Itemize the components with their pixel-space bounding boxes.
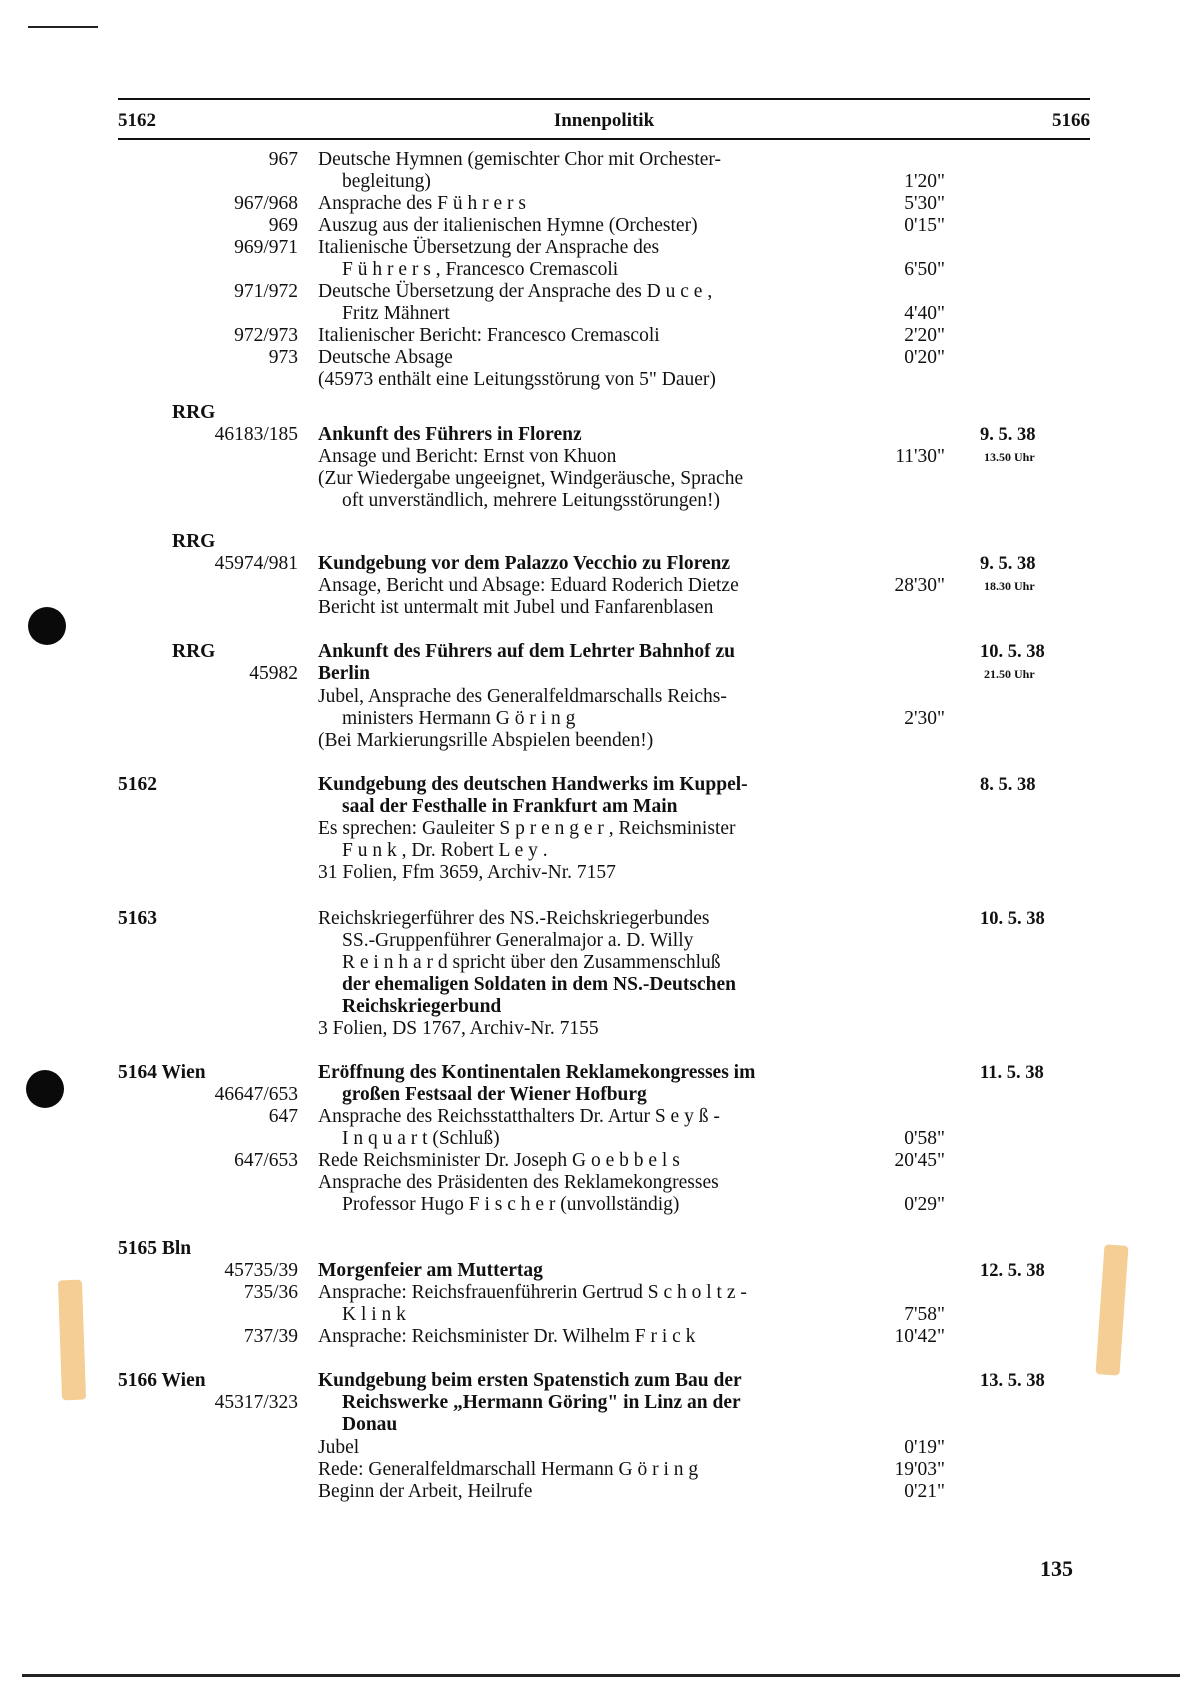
broadcast-date: 10. 5. 38 xyxy=(980,909,1045,929)
entry-text: R e i n h a r d spricht über den Zusammenschluß xyxy=(342,952,721,973)
entry-title: Kundgebung des deutschen Handwerks im Kuppel- xyxy=(318,774,748,795)
duration: 0'21" xyxy=(904,1481,945,1502)
entry-text: Ansprache des Reichsstatthalters Dr. Artur S e y ß - xyxy=(318,1106,720,1127)
record-code: 969 xyxy=(268,215,298,236)
entry-text: Italienische Übersetzung der Ansprache des xyxy=(318,237,660,258)
record-code: 967 xyxy=(268,149,298,170)
entry-text: Rede: Generalfeldmarschall Hermann G ö r i n g xyxy=(318,1459,699,1480)
entry-number: 5163 xyxy=(118,908,157,929)
entry-title: Berlin xyxy=(318,663,370,684)
record-code: 46183/185 xyxy=(214,424,298,445)
entry-text: Reichskriegerführer des NS.-Reichskriegerbundes xyxy=(318,908,710,929)
entry-text: Ansprache: Reichsminister Dr. Wilhelm F r i c k xyxy=(318,1326,696,1347)
entry-number: RRG xyxy=(172,402,216,423)
entry-text: Ansprache: Reichsfrauenführerin Gertrud S c h o l t z - xyxy=(318,1282,747,1303)
entry-title: Reichskriegerbund xyxy=(342,996,502,1017)
entry-text: Es sprechen: Gauleiter S p r e n g e r , Reichsminister xyxy=(318,818,736,839)
entry-text: (45973 enthält eine Leitungsstörung von 5" Dauer) xyxy=(318,369,716,390)
broadcast-date: 10. 5. 38 xyxy=(980,642,1045,662)
record-code: 46647/653 xyxy=(214,1084,298,1105)
duration: 0'29" xyxy=(904,1194,945,1215)
entry-text: Fritz Mähnert xyxy=(342,303,450,324)
broadcast-time: 21.50 Uhr xyxy=(984,667,1035,681)
entry-text: I n q u a r t (Schluß) xyxy=(342,1128,500,1149)
entry-text: 3 Folien, DS 1767, Archiv-Nr. 7155 xyxy=(318,1018,599,1039)
record-code: 972/973 xyxy=(234,325,298,346)
duration: 0'19" xyxy=(904,1437,945,1458)
duration: 1'20" xyxy=(904,171,945,192)
duration: 0'20" xyxy=(904,347,945,368)
broadcast-date: 8. 5. 38 xyxy=(980,775,1036,795)
broadcast-time: 18.30 Uhr xyxy=(984,579,1035,593)
record-code: 45735/39 xyxy=(224,1260,298,1281)
duration: 6'50" xyxy=(904,259,945,280)
entry-number: 5164 Wien xyxy=(118,1062,206,1083)
record-code: 45974/981 xyxy=(214,553,298,574)
entry-text: Jubel xyxy=(318,1437,360,1458)
entry-title: Kundgebung vor dem Palazzo Vecchio zu Florenz xyxy=(318,553,731,574)
duration: 20'45" xyxy=(894,1150,945,1171)
entry-text: Deutsche Absage xyxy=(318,347,453,368)
duration: 4'40" xyxy=(904,303,945,324)
entry-text: (Zur Wiedergabe ungeeignet, Windgeräusche, Sprache xyxy=(318,468,744,489)
entry-text: K l i n k xyxy=(342,1304,406,1325)
record-code: 969/971 xyxy=(234,237,298,258)
entry-text: F ü h r e r s , Francesco Cremascoli xyxy=(342,259,619,280)
duration: 2'20" xyxy=(904,325,945,346)
header-first-number: 5162 xyxy=(118,110,156,131)
entry-title: Morgenfeier am Muttertag xyxy=(318,1260,543,1281)
entry-title: Reichswerke „Hermann Göring" in Linz an der xyxy=(342,1392,741,1413)
broadcast-date: 12. 5. 38 xyxy=(980,1261,1045,1281)
entry-title: Ankunft des Führers auf dem Lehrter Bahnhof zu xyxy=(318,641,735,662)
broadcast-date: 11. 5. 38 xyxy=(980,1063,1044,1083)
entry-text: Ansprache des Präsidenten des Reklamekongresses xyxy=(318,1172,719,1193)
header-title: Innenpolitik xyxy=(553,110,655,131)
entry-text: F u n k , Dr. Robert L e y . xyxy=(342,840,548,861)
duration: 19'03" xyxy=(894,1459,945,1480)
broadcast-date: 9. 5. 38 xyxy=(980,425,1036,445)
entry-number: 5165 Bln xyxy=(118,1238,192,1259)
entry-text: Rede Reichsminister Dr. Joseph G o e b b e l s xyxy=(318,1150,680,1171)
page-number: 135 xyxy=(1040,1556,1073,1581)
duration: 2'30" xyxy=(904,708,945,729)
record-code: 967/968 xyxy=(234,193,298,214)
entry-title: Ankunft des Führers in Florenz xyxy=(318,424,582,445)
record-code: 737/39 xyxy=(243,1326,298,1347)
entry-number: RRG xyxy=(172,531,216,552)
duration: 5'30" xyxy=(904,193,945,214)
entry-text: ministers Hermann G ö r i n g xyxy=(342,708,576,729)
scan-mark xyxy=(22,1674,1180,1677)
entry-text: oft unverständlich, mehrere Leitungsstörungen!) xyxy=(342,490,720,511)
header-last-number: 5166 xyxy=(1052,110,1090,131)
entry-title: großen Festsaal der Wiener Hofburg xyxy=(342,1084,647,1105)
duration: 0'58" xyxy=(904,1128,945,1149)
entry-number: 5166 Wien xyxy=(118,1370,206,1391)
duration: 7'58" xyxy=(904,1304,945,1325)
entry-number: 5162 xyxy=(118,774,157,795)
entry-text: SS.-Gruppenführer Generalmajor a. D. Willy xyxy=(342,930,694,951)
entry-text: Bericht ist untermalt mit Jubel und Fanfarenblasen xyxy=(318,597,714,618)
entry-text: begleitung) xyxy=(342,171,431,192)
entry-text: Ansprache des F ü h r e r s xyxy=(318,193,526,214)
entry-title: Donau xyxy=(342,1414,398,1435)
duration: 0'15" xyxy=(904,215,945,236)
broadcast-date: 9. 5. 38 xyxy=(980,554,1036,574)
entry-title: Kundgebung beim ersten Spatenstich zum Bau der xyxy=(318,1370,742,1391)
entry-text: Ansage und Bericht: Ernst von Khuon xyxy=(318,446,617,467)
entry-title: Eröffnung des Kontinentalen Reklamekongresses im xyxy=(318,1062,756,1083)
broadcast-date: 13. 5. 38 xyxy=(980,1371,1045,1391)
entry-text: (Bei Markierungsrille Abspielen beenden!) xyxy=(318,730,654,751)
record-code: 973 xyxy=(268,347,298,368)
entry-text: Auszug aus der italienischen Hymne (Orchester) xyxy=(318,215,698,236)
entry-title: saal der Festhalle in Frankfurt am Main xyxy=(342,796,678,817)
entry-title: der ehemaligen Soldaten in dem NS.-Deutschen xyxy=(342,974,736,995)
record-code: 647/653 xyxy=(234,1150,298,1171)
record-code: 45317/323 xyxy=(214,1392,298,1413)
record-code: 45982 xyxy=(249,663,298,684)
duration: 10'42" xyxy=(894,1326,945,1347)
entry-text: Deutsche Hymnen (gemischter Chor mit Orchester- xyxy=(318,149,722,170)
entry-text: Italienischer Bericht: Francesco Cremascoli xyxy=(318,325,660,346)
entry-text: Beginn der Arbeit, Heilrufe xyxy=(318,1481,533,1502)
entry-text: Jubel, Ansprache des Generalfeldmarschalls Reichs- xyxy=(318,686,727,707)
entry-text: Ansage, Bericht und Absage: Eduard Roderich Dietze xyxy=(318,575,739,596)
record-code: 971/972 xyxy=(234,281,298,302)
record-code: 735/36 xyxy=(243,1282,298,1303)
duration: 28'30" xyxy=(894,575,945,596)
entry-number: RRG xyxy=(172,641,216,662)
duration: 11'30" xyxy=(895,446,945,467)
broadcast-time: 13.50 Uhr xyxy=(984,450,1035,464)
entry-text: Professor Hugo F i s c h e r (unvollständig) xyxy=(342,1194,680,1215)
entry-text: Deutsche Übersetzung der Ansprache des D u c e , xyxy=(318,281,713,302)
record-code: 647 xyxy=(268,1106,298,1127)
entry-text: 31 Folien, Ffm 3659, Archiv-Nr. 7157 xyxy=(318,862,616,883)
